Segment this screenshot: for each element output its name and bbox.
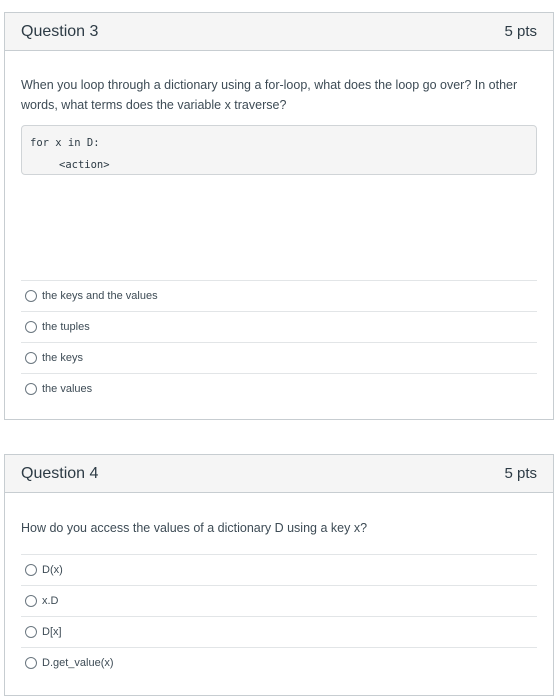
question-title: Question 4 <box>21 464 99 482</box>
answer-option[interactable] <box>21 585 537 616</box>
answer-label: the values <box>42 383 93 395</box>
question-header <box>5 13 553 51</box>
answer-option[interactable] <box>21 373 537 404</box>
answer-option[interactable] <box>21 342 537 373</box>
answer-option[interactable] <box>21 554 537 585</box>
question-text: When you loop through a dictionary using a for-loop, what does the loop go over? In other words, what terms does the variable x traverse? <box>21 78 518 112</box>
radio-button[interactable] <box>25 564 37 576</box>
question-header <box>5 455 553 493</box>
radio-button[interactable] <box>25 657 37 669</box>
code-line: for x in D: <box>30 137 100 149</box>
code-block <box>21 125 537 175</box>
answer-option[interactable] <box>21 280 537 311</box>
radio-button[interactable] <box>25 290 37 302</box>
question-3-card <box>4 12 554 420</box>
question-text: How do you access the values of a dictionary D using a key x? <box>21 521 368 535</box>
answer-label: the tuples <box>42 321 90 333</box>
answer-label: the keys and the values <box>42 290 158 302</box>
answer-label: the keys <box>42 352 83 364</box>
answer-label: D[x] <box>42 626 62 638</box>
radio-button[interactable] <box>25 595 37 607</box>
answer-list <box>21 554 537 678</box>
question-points: 5 pts <box>504 465 537 482</box>
answer-list <box>21 280 537 404</box>
radio-button[interactable] <box>25 626 37 638</box>
radio-button[interactable] <box>25 352 37 364</box>
answer-label: x.D <box>42 595 59 607</box>
answer-option[interactable] <box>21 616 537 647</box>
answer-label: D(x) <box>42 564 63 576</box>
question-4-card <box>4 454 554 696</box>
code-line: <action> <box>59 159 110 171</box>
answer-label: D.get_value(x) <box>42 657 114 669</box>
radio-button[interactable] <box>25 321 37 333</box>
answer-option[interactable] <box>21 647 537 678</box>
question-points: 5 pts <box>504 23 537 40</box>
radio-button[interactable] <box>25 383 37 395</box>
answer-option[interactable] <box>21 311 537 342</box>
question-title: Question 3 <box>21 22 99 40</box>
